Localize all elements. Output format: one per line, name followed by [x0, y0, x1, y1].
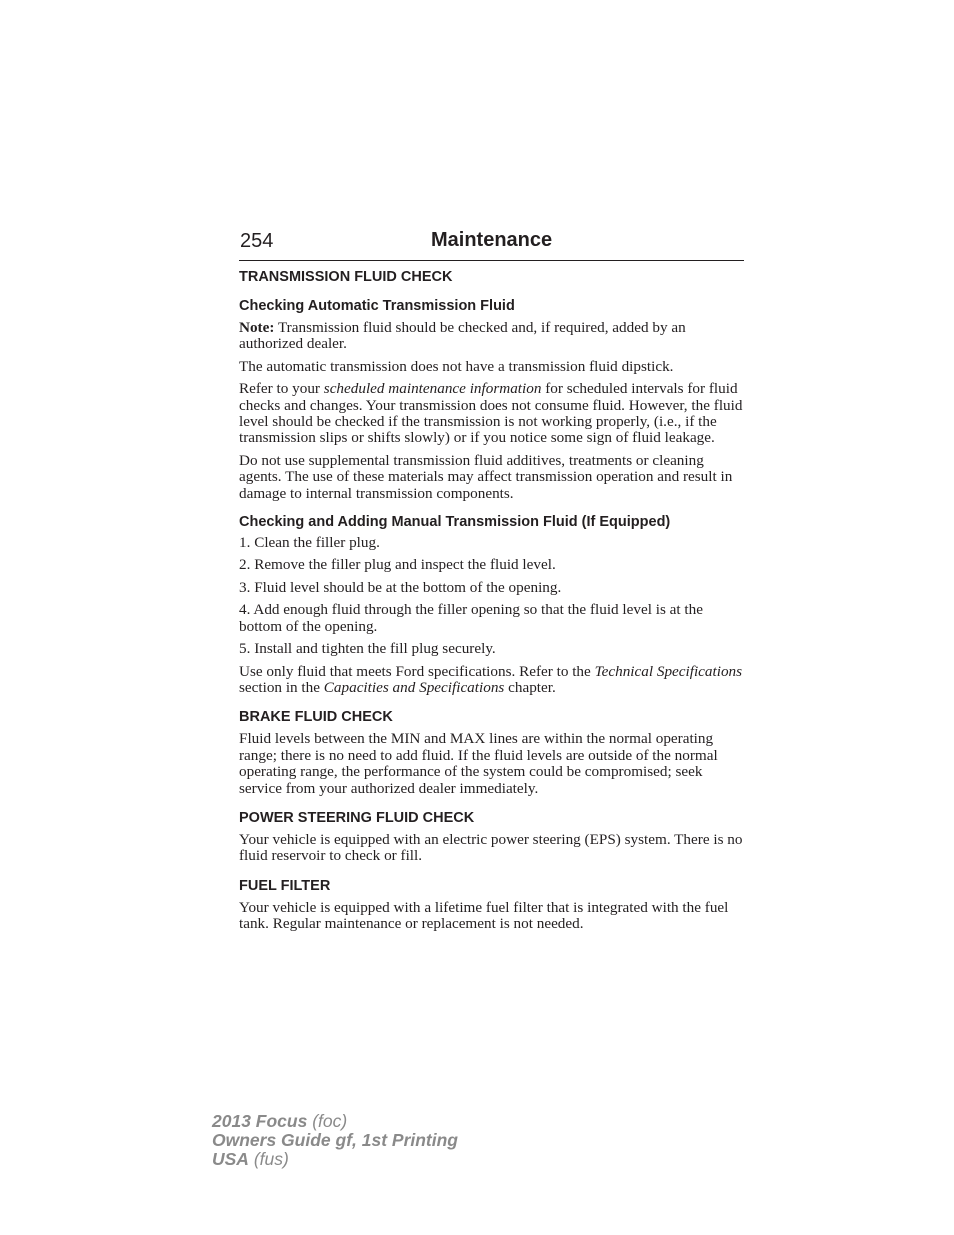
spec-italic-capacities: Capacities and Specifications: [323, 678, 505, 696]
paragraph-steering: Your vehicle is equipped with an electric power steering (EPS) system. There is no fluid reservoir to check or fill.: [239, 830, 743, 865]
footer-line-model: [212, 1112, 458, 1131]
section-heading-brake: BRAKE FLUID CHECK: [239, 709, 393, 726]
note-label: Note:: [239, 319, 275, 336]
page-header: [239, 228, 744, 261]
paragraph-fuel: Your vehicle is equipped with a lifetime fuel filter that is integrated with the fuel tank. Regular maintenance or replacement is not needed.: [239, 898, 729, 933]
paragraph-additives: Do not use supplemental transmission fluid additives, treatments or cleaning agents. The use of these materials may affect transmission operation and result in damage to internal transmission components.: [239, 451, 733, 502]
footer-line-region: [212, 1150, 458, 1169]
section-heading-transmission: TRANSMISSION FLUID CHECK: [239, 269, 453, 285]
paragraph-specifications: [239, 664, 745, 697]
step-2: 2. Remove the filler plug and inspect the fluid level.: [239, 556, 556, 574]
note-paragraph: [239, 320, 745, 353]
step-1: 1. Clean the filler plug.: [239, 534, 380, 552]
footer-guide: Owners Guide gf, 1st Printing: [212, 1130, 458, 1150]
step-5: 5. Install and tighten the fill plug securely.: [239, 640, 496, 658]
footer-region-code: (fus): [248, 1149, 289, 1169]
section-heading-fuel: FUEL FILTER: [239, 877, 331, 894]
refer-text-a: Refer to your: [239, 380, 324, 398]
paragraph-brake: Fluid levels between the MIN and MAX lines are within the normal operating range; there is no need to add fluid. If the fluid levels are outside of the normal operating range, the performance of the system could be compromised; seek service from your authorized dealer immediately.: [239, 730, 718, 797]
section-heading-steering: POWER STEERING FLUID CHECK: [239, 809, 475, 826]
footer-model-code: (foc): [307, 1111, 348, 1131]
subheading-automatic: Checking Automatic Transmission Fluid: [239, 298, 515, 314]
refer-text-b: for scheduled intervals for fluid checks and changes. Your transmission does not consume fluid. However, the fluid level should be checked if the transmission is not working properly, (i.e., if the transmission slips or shifts slowly) or if you notice some sign of fluid leakage.: [239, 380, 743, 447]
spec-text-c: chapter.: [504, 678, 556, 696]
note-text: Transmission fluid should be checked and, if required, added by an authorized dealer.: [239, 319, 686, 353]
page-footer: [212, 1112, 458, 1169]
spec-text-b: section in the: [239, 678, 324, 696]
page-number: 254: [240, 230, 274, 252]
paragraph-refer: [239, 381, 745, 447]
page-title: Maintenance: [431, 229, 553, 251]
page-content: [239, 268, 745, 933]
step-4: 4. Add enough fluid through the filler opening so that the fluid level is at the bottom of the opening.: [239, 601, 703, 635]
step-3: 3. Fluid level should be at the bottom of the opening.: [239, 578, 562, 596]
spec-italic-technical: Technical Specifications: [594, 662, 743, 680]
paragraph-no-dipstick: The automatic transmission does not have a transmission fluid dipstick.: [239, 357, 674, 375]
footer-line-guide: [212, 1131, 458, 1150]
refer-link-text: scheduled maintenance information: [323, 380, 542, 398]
footer-model: 2013 Focus: [212, 1111, 308, 1131]
subheading-manual: Checking and Adding Manual Transmission Fluid (If Equipped): [239, 514, 671, 531]
footer-region: USA: [212, 1149, 249, 1169]
spec-text-a: Use only fluid that meets Ford specifications. Refer to the: [239, 662, 595, 680]
